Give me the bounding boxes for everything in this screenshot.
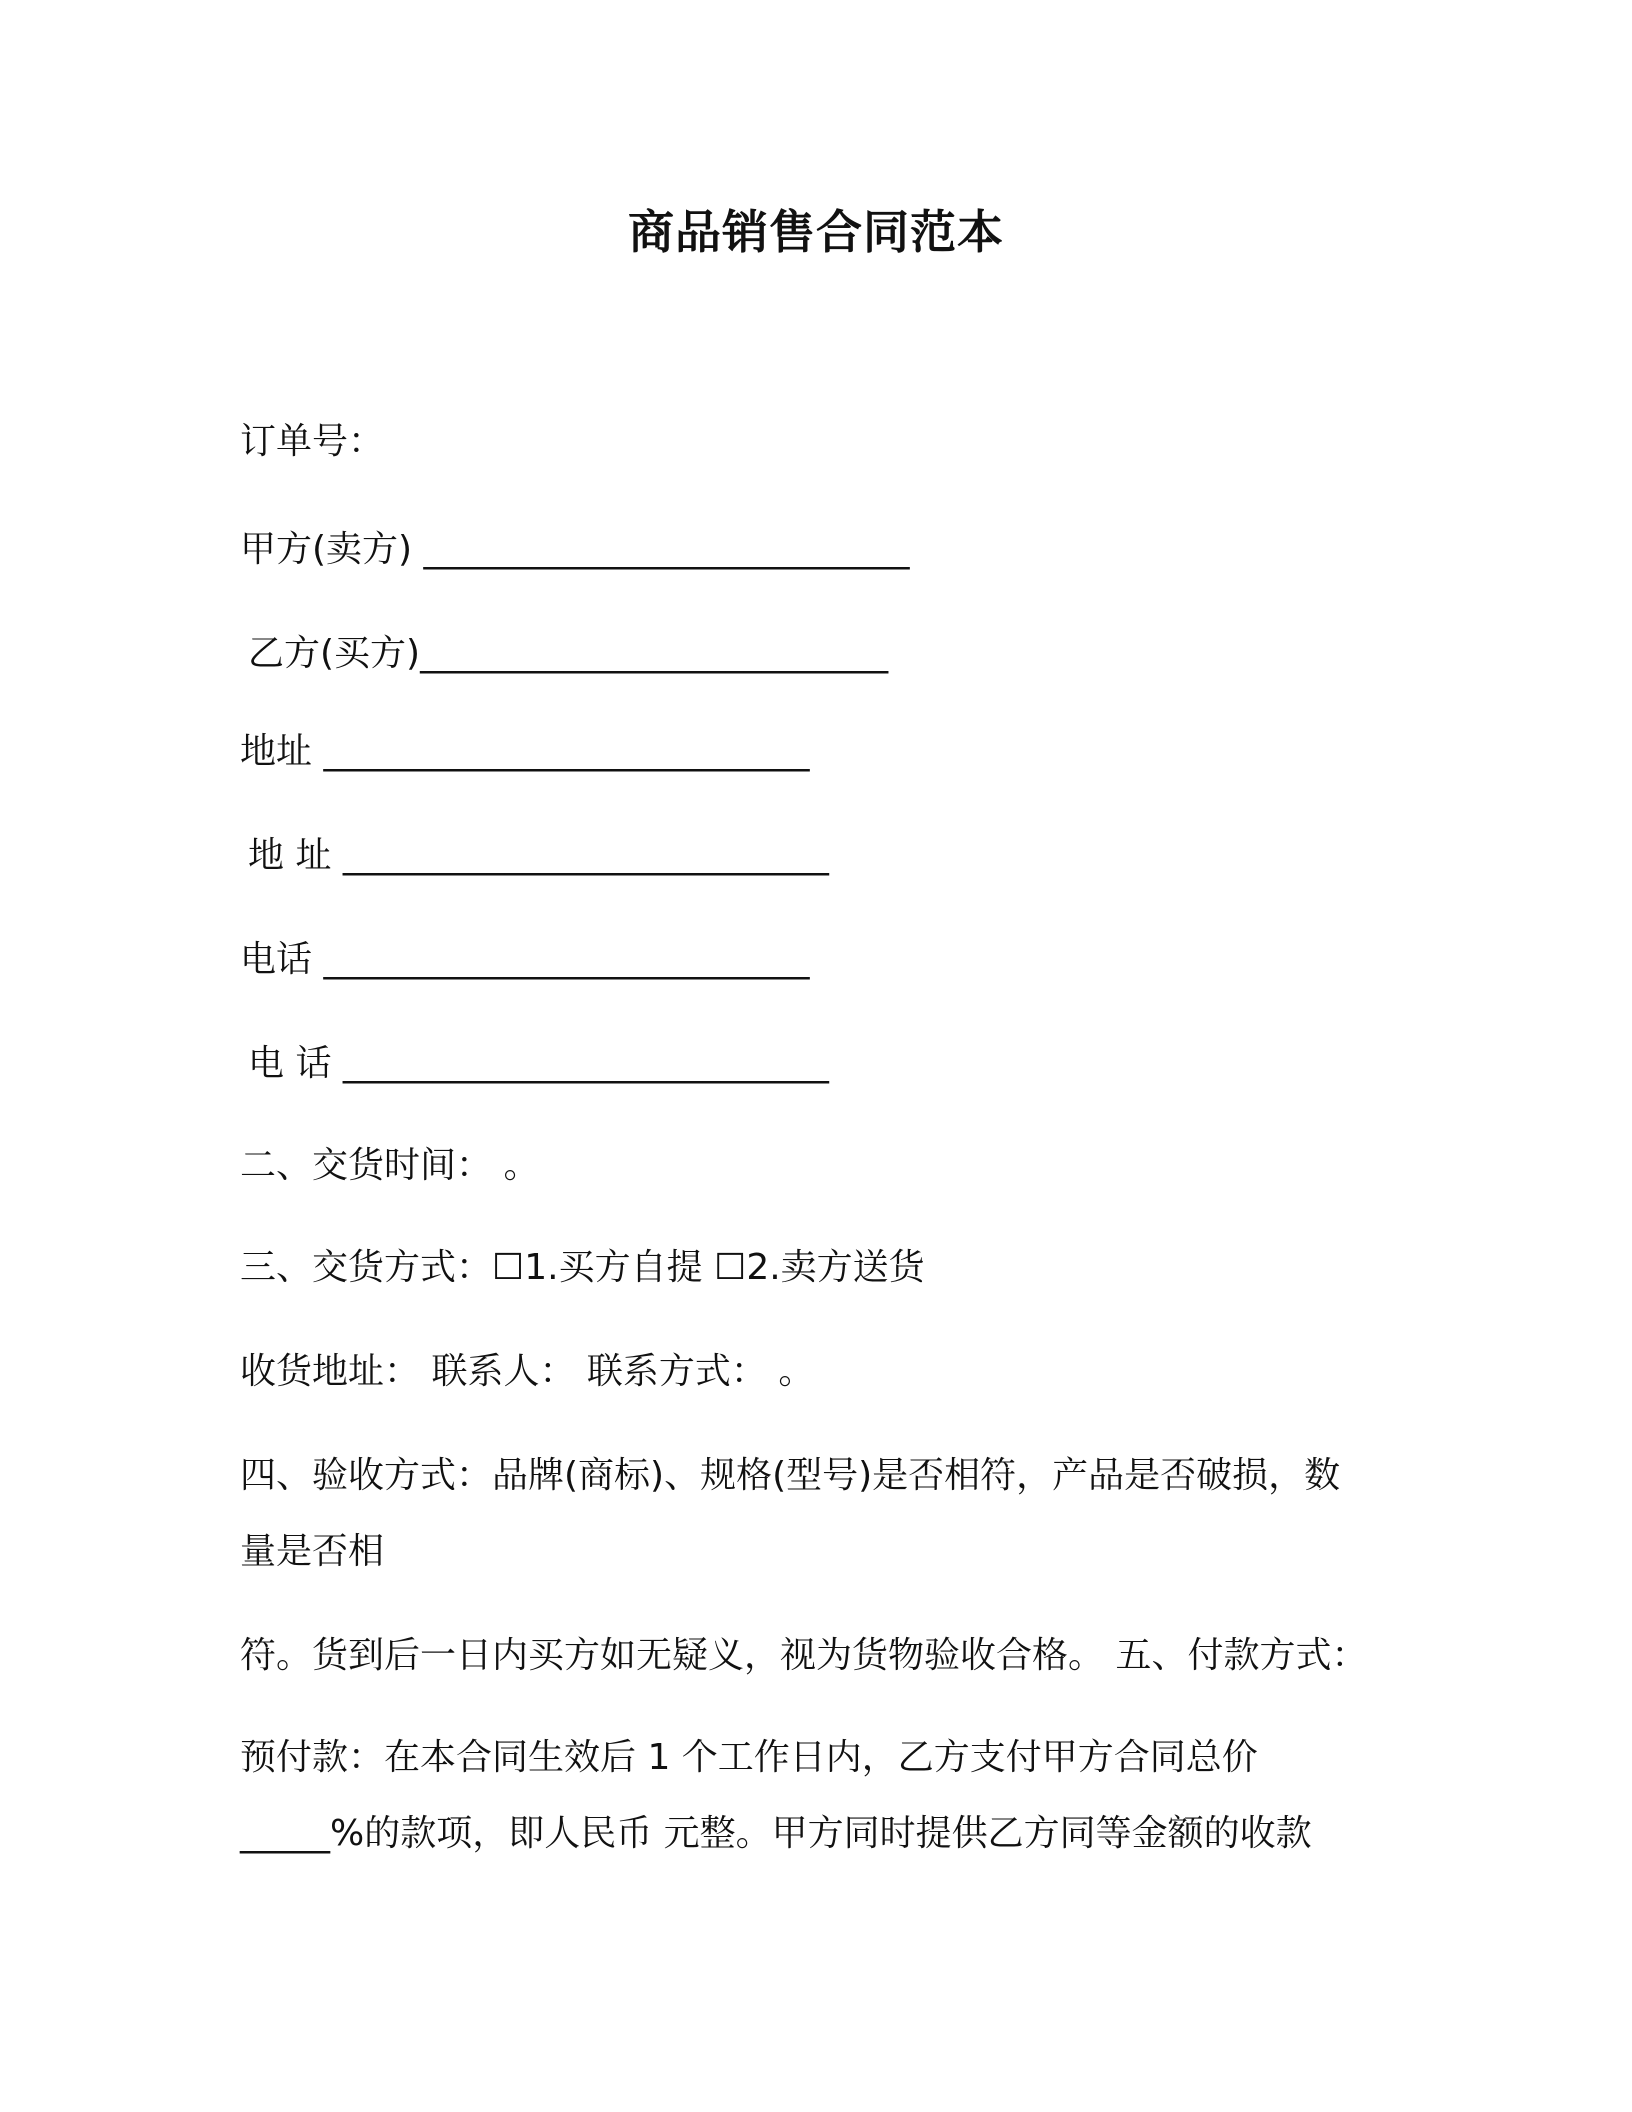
acceptance-clause-line-3: 符。货到后一日内买方如无疑义，视为货物验收合格。 五、付款方式：	[240, 1635, 1368, 1676]
prepayment-clause-line-2: _____%的款项，即人民币 元整。甲方同时提供乙方同等金额的收款	[240, 1813, 1312, 1854]
seller-address-line: 地址 ___________________________	[240, 731, 810, 772]
order-number-line: 订单号：	[240, 421, 385, 462]
acceptance-clause-line-2: 量是否相	[240, 1531, 385, 1572]
buyer-party-line: 乙方(买方)__________________________	[248, 633, 889, 674]
delivery-address-line: 收货地址： 联系人： 联系方式： 。	[240, 1351, 815, 1392]
delivery-method-clause: 三、交货方式：☐1.买方自提 ☐2.卖方送货	[240, 1247, 925, 1288]
buyer-address-line: 地 址 ___________________________	[248, 835, 829, 876]
buyer-phone-line: 电 话 ___________________________	[248, 1043, 829, 1084]
acceptance-clause-line-1: 四、验收方式：品牌(商标)、规格(型号)是否相符，产品是否破损，数	[240, 1455, 1341, 1496]
seller-party-line: 甲方(卖方) ___________________________	[240, 529, 910, 570]
seller-phone-line: 电话 ___________________________	[240, 939, 810, 980]
document-title: 商品销售合同范本	[628, 205, 1004, 259]
prepayment-clause-line-1: 预付款：在本合同生效后 1 个工作日内，乙方支付甲方合同总价	[240, 1737, 1258, 1778]
delivery-time-clause: 二、交货时间： 。	[240, 1145, 540, 1186]
